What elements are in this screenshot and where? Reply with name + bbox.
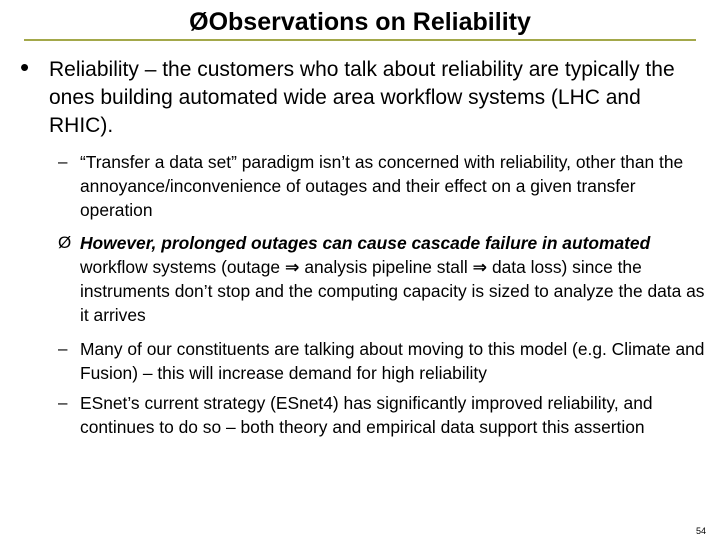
implies-arrow-icon: ⇒ <box>472 257 488 277</box>
implies-arrow-icon: ⇒ <box>284 257 300 277</box>
sub-bullet-text-part1: workflow systems (outage <box>80 257 285 277</box>
page-number: 54 <box>695 526 706 536</box>
sub-bullet-text-part2: analysis pipeline stall <box>299 257 473 277</box>
dash-marker: – <box>58 339 68 358</box>
arrow-bullet-marker: Ø <box>58 233 72 252</box>
sub-bullet-cascade-failure <box>58 231 710 327</box>
bullet-reliability <box>20 52 689 140</box>
sub-bullet-constituents <box>58 337 710 385</box>
emphasis-text: However, prolonged outages can cause cascade failure in <box>80 233 558 253</box>
sub-bullet-transfer-paradigm <box>58 150 710 222</box>
sub-bullet-esnet-strategy <box>58 391 710 439</box>
sub-bullet-text-part3: data loss) since the instruments don’t stop and the computing capacity is sized to analyze the data as it arrives <box>80 257 705 325</box>
sub-bullet-text: ESnet’s current strategy (ESnet4) has significantly improved reliability, and continues to do so – both theory and empirical data support this assertion <box>80 393 653 437</box>
sub-bullet-text: “Transfer a data set” paradigm isn’t as concerned with reliability, other than the annoyance/inconvenience of outages and their effect on a given transfer operation <box>80 152 684 220</box>
emphasis-automated: automated <box>562 233 651 253</box>
dash-marker: – <box>58 393 68 412</box>
bullet-marker: • <box>20 52 30 82</box>
bullet-text: Reliability – the customers who talk about reliability are typically the ones building automated wide area workflow systems (LHC and RHIC). <box>49 58 675 137</box>
title-underline <box>24 39 696 41</box>
dash-marker: – <box>58 152 68 171</box>
sub-bullet-text: Many of our constituents are talking about moving to this model (e.g. Climate and Fusion) – this will increase demand for high reliability <box>80 339 705 383</box>
slide-title: ØObservations on Reliability <box>189 8 531 36</box>
